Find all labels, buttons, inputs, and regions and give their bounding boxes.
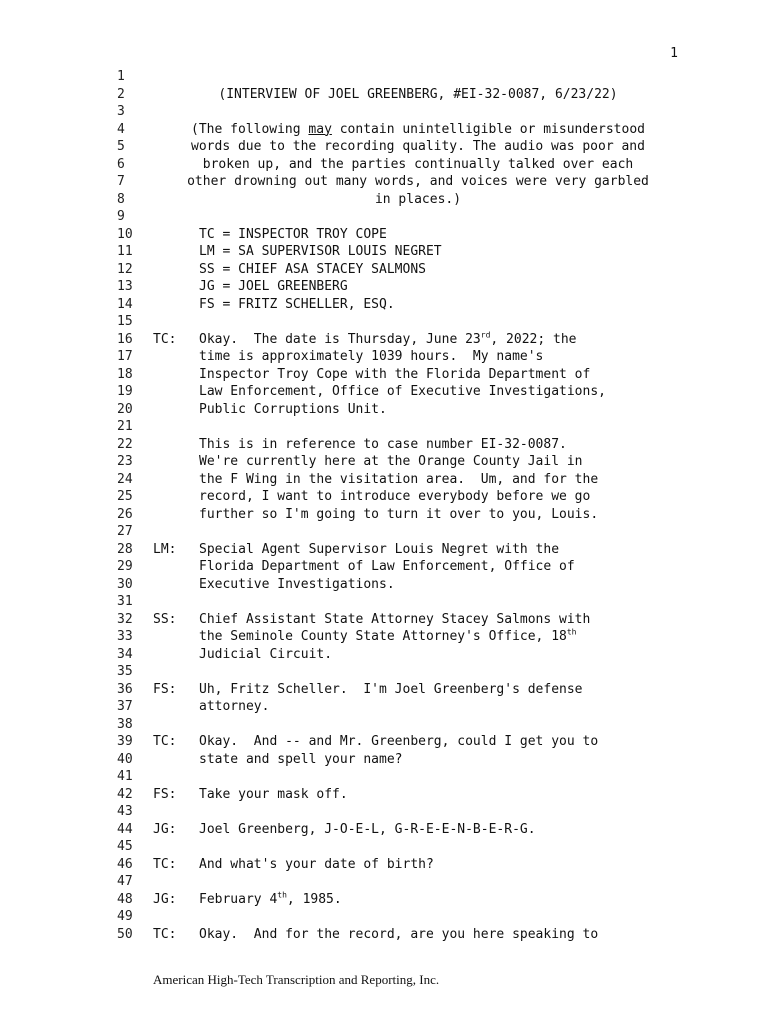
text-run: further so I'm going to turn it over to you, Louis.	[199, 506, 599, 522]
line-text	[199, 402, 387, 417]
speaker-label: FS:	[153, 681, 177, 697]
transcript-line	[0, 349, 768, 367]
line-text	[199, 927, 598, 942]
line-text	[199, 612, 590, 627]
line-text	[199, 332, 577, 347]
line-number: 17	[117, 349, 133, 364]
transcript-line	[0, 892, 768, 910]
text-run: Special Agent Supervisor Louis Negret with the	[199, 541, 560, 557]
line-text	[199, 647, 332, 662]
text-run: SS = CHIEF ASA STACEY SALMONS	[199, 261, 426, 277]
line-number: 39	[117, 734, 133, 749]
text-run: And what's your date of birth?	[199, 856, 434, 872]
text-run: other drowning out many words, and voices were very garbled	[187, 174, 649, 189]
text-run: FS = FRITZ SCHELLER, ESQ.	[199, 296, 395, 312]
transcript-line	[0, 174, 768, 192]
line-text	[199, 892, 342, 907]
transcript-line	[0, 612, 768, 630]
transcript-line	[0, 227, 768, 245]
text-run: Uh, Fritz Scheller. I'm Joel Greenberg's defense	[199, 681, 583, 697]
line-text	[199, 734, 598, 749]
line-text	[199, 507, 598, 522]
line-number: 49	[117, 909, 133, 924]
transcript-line	[0, 839, 768, 857]
speaker-label: FS:	[153, 786, 177, 802]
line-text	[199, 542, 559, 557]
line-number: 19	[117, 384, 133, 399]
transcript-line	[0, 857, 768, 875]
transcript-body	[0, 69, 768, 944]
transcript-line	[0, 122, 768, 140]
transcript-line	[0, 437, 768, 455]
line-number: 33	[117, 629, 133, 644]
page-number: 1	[670, 46, 678, 61]
transcript-line	[0, 454, 768, 472]
line-number: 14	[117, 296, 133, 312]
ordinal-suffix: th	[277, 890, 287, 900]
text-run: record, I want to introduce everybody before we go	[199, 489, 591, 504]
transcript-line	[0, 507, 768, 525]
participant-key	[199, 279, 348, 294]
text-run: This is in reference to case number EI-32-0087.	[199, 436, 567, 452]
transcript-line	[0, 524, 768, 542]
text-run: (INTERVIEW OF JOEL GREENBERG, #EI-32-0087, 6/23/22)	[218, 86, 618, 102]
text-run: the F Wing in the visitation area. Um, and for the	[199, 471, 599, 487]
line-text	[199, 454, 583, 469]
line-number: 32	[117, 611, 133, 627]
line-text	[199, 682, 583, 697]
text-run: attorney.	[199, 699, 270, 714]
line-number: 10	[117, 226, 133, 242]
line-text	[199, 629, 577, 644]
line-number: 13	[117, 279, 133, 294]
line-text	[199, 787, 348, 802]
line-number: 26	[117, 506, 133, 522]
line-number: 50	[117, 926, 133, 942]
participant-key	[199, 297, 395, 312]
footer-company: American High-Tech Transcription and Reporting, Inc.	[153, 972, 440, 987]
transcript-line	[0, 332, 768, 350]
transcript-line	[0, 209, 768, 227]
line-text	[199, 559, 575, 574]
ordinal-suffix: rd	[480, 330, 491, 340]
line-number: 28	[117, 541, 133, 557]
transcript-line	[0, 734, 768, 752]
transcript-line	[0, 314, 768, 332]
transcript-line	[0, 594, 768, 612]
transcript-line	[0, 629, 768, 647]
line-number: 48	[117, 891, 133, 907]
transcript-line	[0, 104, 768, 122]
transcript-line	[0, 804, 768, 822]
transcript-line	[0, 139, 768, 157]
transcript-line	[0, 87, 768, 105]
speaker-label: TC:	[153, 926, 177, 942]
transcript-line	[0, 367, 768, 385]
line-number: 41	[117, 769, 133, 784]
speaker-label: LM:	[153, 541, 177, 557]
line-number: 15	[117, 314, 133, 329]
transcript-line	[0, 157, 768, 175]
text-run: contain unintelligible or misunderstood	[331, 121, 645, 137]
line-text	[199, 577, 395, 592]
speaker-label: SS:	[153, 611, 177, 627]
line-text	[199, 367, 590, 382]
line-number: 43	[117, 804, 133, 819]
line-number: 25	[117, 489, 133, 504]
transcript-line	[0, 472, 768, 490]
text-run: Law Enforcement, Office of Executive Investigations,	[199, 384, 606, 399]
line-number: 1	[117, 69, 125, 84]
line-text	[199, 349, 543, 364]
header-text	[153, 139, 683, 154]
transcript-line	[0, 664, 768, 682]
line-number: 45	[117, 839, 133, 854]
participant-key	[199, 244, 442, 259]
speaker-label: TC:	[153, 734, 177, 749]
text-run: Chief Assistant State Attorney Stacey Salmons with	[199, 611, 591, 627]
line-number: 46	[117, 856, 133, 872]
line-number: 20	[117, 401, 133, 417]
transcript-line	[0, 682, 768, 700]
text-run: in places.)	[374, 191, 462, 207]
line-number: 35	[117, 664, 133, 679]
text-run: Joel Greenberg, J-O-E-L, G-R-E-E-N-B-E-R-G.	[199, 821, 536, 837]
transcript-line	[0, 279, 768, 297]
line-number: 9	[117, 209, 125, 224]
text-run: JG = JOEL GREENBERG	[199, 279, 348, 294]
text-run: time is approximately 1039 hours. My name's	[199, 349, 544, 364]
line-number: 40	[117, 751, 133, 767]
header-text	[153, 157, 683, 172]
transcript-line	[0, 69, 768, 87]
header-text	[153, 174, 683, 189]
transcript-line	[0, 717, 768, 735]
line-number: 34	[117, 646, 133, 662]
line-number: 3	[117, 104, 125, 119]
speaker-label: TC:	[153, 331, 177, 347]
transcript-line	[0, 489, 768, 507]
text-run: , 2022; the	[490, 331, 577, 347]
line-text	[199, 699, 269, 714]
transcript-line	[0, 787, 768, 805]
transcript-line	[0, 244, 768, 262]
line-number: 16	[117, 331, 133, 347]
transcript-line	[0, 699, 768, 717]
transcript-line	[0, 297, 768, 315]
header-text	[153, 122, 683, 137]
header-text	[153, 192, 683, 207]
text-run: Florida Department of Law Enforcement, Office of	[199, 559, 575, 574]
text-run: We're currently here at the Orange County Jail in	[199, 454, 583, 469]
line-number: 37	[117, 699, 133, 714]
text-run: Public Corruptions Unit.	[199, 401, 387, 417]
line-number: 21	[117, 419, 133, 434]
line-number: 5	[117, 139, 125, 154]
line-number: 6	[117, 156, 125, 172]
transcript-line	[0, 769, 768, 787]
text-run: Inspector Troy Cope with the Florida Department of	[199, 366, 591, 382]
text-run: Okay. And for the record, are you here speaking to	[199, 926, 599, 942]
line-number: 11	[117, 244, 133, 259]
line-number: 42	[117, 786, 133, 802]
transcript-line	[0, 559, 768, 577]
line-text	[199, 752, 403, 767]
line-text	[199, 822, 536, 837]
transcript-line	[0, 577, 768, 595]
transcript-line	[0, 192, 768, 210]
text-run: the Seminole County State Attorney's Office, 18	[199, 629, 567, 644]
line-text	[199, 472, 598, 487]
line-number: 30	[117, 576, 133, 592]
line-number: 27	[117, 524, 133, 539]
line-number: 2	[117, 86, 125, 102]
line-number: 31	[117, 594, 133, 609]
transcript-line	[0, 402, 768, 420]
text-run: Okay. And -- and Mr. Greenberg, could I get you to	[199, 734, 599, 749]
underlined-word: may	[308, 121, 332, 137]
line-number: 44	[117, 821, 133, 837]
ordinal-suffix: th	[566, 627, 577, 637]
transcript-line	[0, 927, 768, 945]
transcript-line	[0, 874, 768, 892]
line-number: 23	[117, 454, 133, 469]
text-run: (The following	[191, 121, 309, 137]
text-run: words due to the recording quality. The audio was poor and	[191, 139, 645, 154]
line-number: 47	[117, 874, 133, 889]
transcript-line	[0, 822, 768, 840]
line-number: 4	[117, 121, 125, 137]
participant-key	[199, 262, 426, 277]
line-number: 29	[117, 559, 133, 574]
transcript-line	[0, 647, 768, 665]
line-number: 24	[117, 471, 133, 487]
line-number: 12	[117, 261, 133, 277]
line-number: 8	[117, 191, 125, 207]
text-run: Okay. The date is Thursday, June 23	[199, 331, 481, 347]
transcript-line	[0, 542, 768, 560]
line-number: 38	[117, 716, 133, 732]
speaker-label: JG:	[153, 821, 177, 837]
text-run: Take your mask off.	[199, 786, 348, 802]
line-number: 18	[117, 366, 133, 382]
line-number: 22	[117, 436, 133, 452]
transcript-line	[0, 262, 768, 280]
speaker-label: JG:	[153, 891, 177, 907]
line-text	[199, 384, 606, 399]
text-run: February 4	[199, 891, 278, 907]
transcript-line	[0, 752, 768, 770]
line-text	[199, 857, 434, 872]
line-number: 7	[117, 174, 125, 189]
text-run: Judicial Circuit.	[199, 646, 333, 662]
text-run: state and spell your name?	[199, 751, 403, 767]
transcript-line	[0, 419, 768, 437]
line-text	[199, 437, 567, 452]
text-run: TC = INSPECTOR TROY COPE	[199, 226, 387, 242]
text-run: , 1985.	[286, 891, 342, 907]
speaker-label: TC:	[153, 856, 177, 872]
participant-key	[199, 227, 387, 242]
line-text	[199, 489, 590, 504]
text-run: LM = SA SUPERVISOR LOUIS NEGRET	[199, 244, 442, 259]
text-run: broken up, and the parties continually talked over each	[202, 156, 634, 172]
header-text	[153, 87, 683, 102]
transcript-line	[0, 909, 768, 927]
text-run: Executive Investigations.	[199, 576, 395, 592]
line-number: 36	[117, 681, 133, 697]
transcript-line	[0, 384, 768, 402]
